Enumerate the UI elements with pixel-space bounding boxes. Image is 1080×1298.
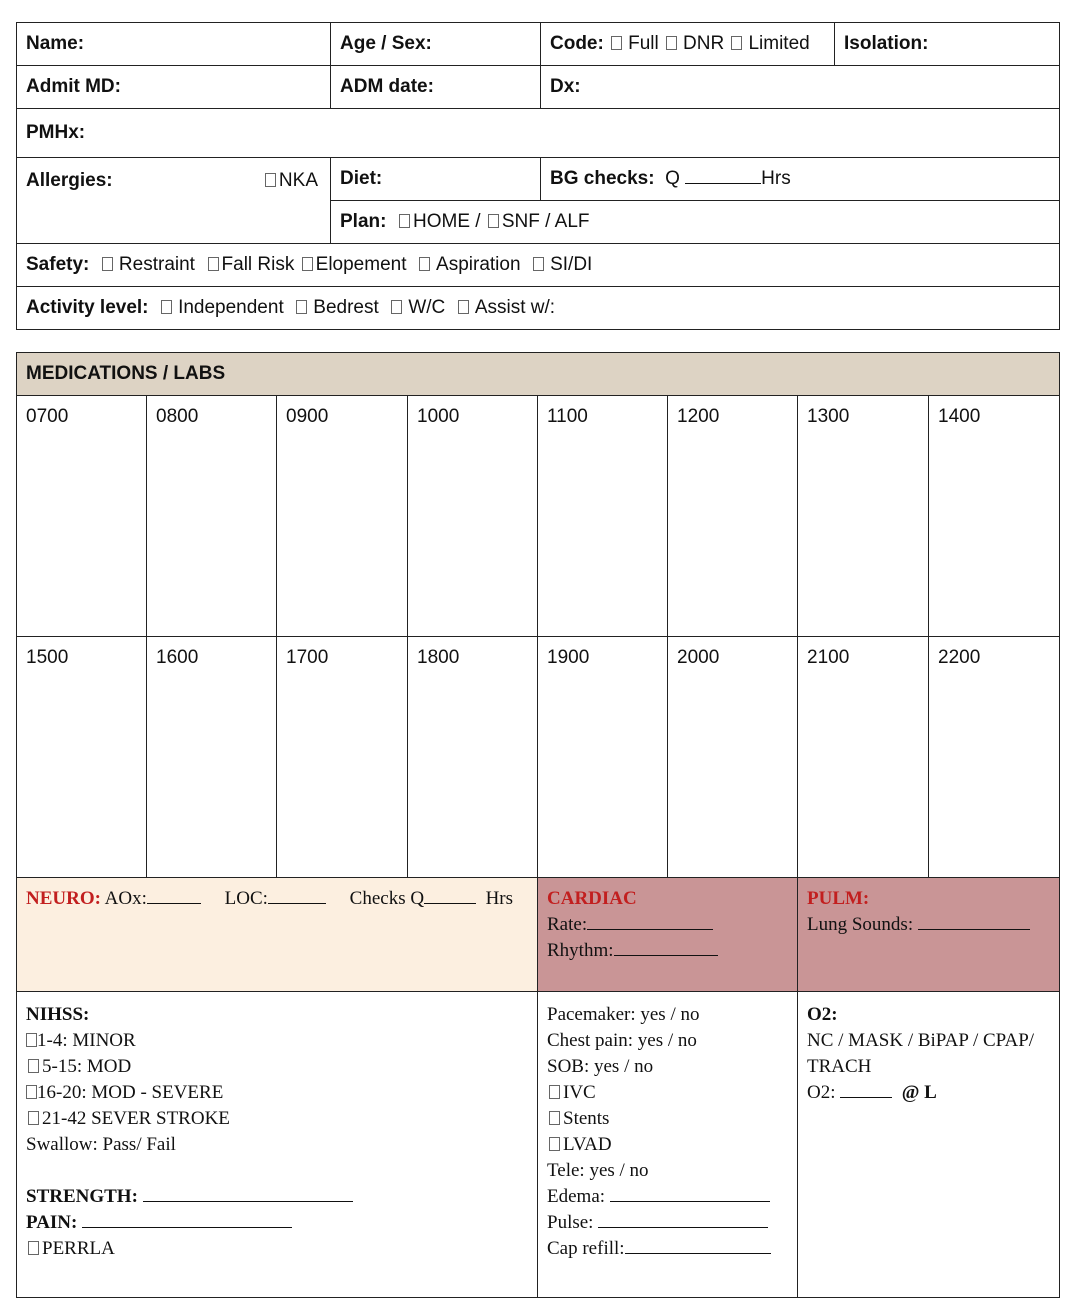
o2-section: [798, 992, 1060, 1298]
aox-blank[interactable]: [147, 888, 201, 904]
independent-label: Independent: [178, 297, 284, 318]
time-slot-1500[interactable]: 1500: [17, 637, 147, 878]
o2-devices-line1: NC / MASK / BiPAP / CPAP/: [807, 1030, 1035, 1051]
patient-info-grid: [16, 22, 1060, 330]
nihss-section: [17, 992, 538, 1298]
adm-date-field[interactable]: [331, 66, 541, 109]
loc-label: LOC:: [224, 888, 268, 909]
o2-rate-label: O2:: [807, 1082, 836, 1103]
meds-labs-header: MEDICATIONS / LABS: [17, 353, 1060, 396]
time-slot-0900[interactable]: 0900: [277, 396, 408, 637]
fall-risk-checkbox[interactable]: [208, 257, 219, 271]
nihss-mod-checkbox[interactable]: [28, 1059, 39, 1073]
elopement-label: Elopement: [315, 254, 407, 275]
bg-hrs-label: Hrs: [761, 168, 791, 189]
time-slot-1100[interactable]: 1100: [538, 396, 668, 637]
aspiration-label: Aspiration: [436, 254, 521, 275]
nihss-severe-checkbox[interactable]: [28, 1111, 39, 1125]
pulm-section: [798, 878, 1060, 992]
code-dnr-checkbox[interactable]: [666, 36, 677, 50]
pmhx-label: PMHx:: [26, 122, 86, 143]
pacemaker-label: Pacemaker: yes / no: [547, 1004, 700, 1025]
code-limited-label: Limited: [748, 33, 810, 54]
pain-label: PAIN:: [26, 1212, 78, 1233]
aspiration-checkbox[interactable]: [419, 257, 430, 271]
rate-label: Rate:: [547, 914, 588, 935]
stents-checkbox[interactable]: [549, 1111, 560, 1125]
perrla-checkbox[interactable]: [28, 1241, 39, 1255]
activity-label: Activity level:: [26, 297, 149, 318]
plan-snf-label: SNF / ALF: [501, 211, 590, 232]
nihss-mod-severe-checkbox[interactable]: [26, 1085, 37, 1099]
spacer: [26, 1158, 528, 1184]
si-di-label: SI/DI: [550, 254, 593, 275]
checks-label: Checks Q: [349, 888, 425, 909]
lvad-checkbox[interactable]: [549, 1137, 560, 1151]
si-di-checkbox[interactable]: [533, 257, 544, 271]
time-slot-2200[interactable]: 2200: [929, 637, 1060, 878]
bg-checks-field: [541, 158, 1060, 201]
wc-label: W/C: [408, 297, 446, 318]
cardiac-section: [538, 878, 798, 992]
o2-rate-blank[interactable]: [840, 1082, 892, 1098]
bg-checks-label: BG checks:: [550, 168, 655, 189]
age-sex-field[interactable]: [331, 23, 541, 66]
pmhx-field[interactable]: [17, 109, 1060, 158]
sob-label: SOB: yes / no: [547, 1056, 654, 1077]
rhythm-label: Rhythm:: [547, 940, 614, 961]
code-limited-checkbox[interactable]: [731, 36, 742, 50]
restraint-checkbox[interactable]: [102, 257, 113, 271]
bedrest-checkbox[interactable]: [296, 300, 307, 314]
stents-label: Stents: [563, 1108, 610, 1129]
cap-refill-blank[interactable]: [625, 1238, 771, 1254]
nka-checkbox[interactable]: [265, 173, 276, 187]
wc-checkbox[interactable]: [391, 300, 402, 314]
safety-field: [17, 244, 1060, 287]
time-slot-2000[interactable]: 2000: [668, 637, 798, 878]
name-field[interactable]: [17, 23, 331, 66]
bg-interval-blank[interactable]: [685, 168, 761, 184]
checks-hrs-label: Hrs: [485, 888, 514, 909]
plan-home-label: HOME /: [413, 211, 481, 232]
tele-label: Tele: yes / no: [547, 1160, 649, 1181]
rhythm-blank[interactable]: [614, 940, 718, 956]
plan-label: Plan:: [340, 211, 387, 232]
code-label: Code:: [550, 33, 604, 54]
nihss-mod-label: 5-15: MOD: [42, 1056, 132, 1077]
cardiac-details: [538, 992, 798, 1298]
cardiac-title: CARDIAC: [547, 888, 637, 909]
fall-risk-label: Fall Risk: [221, 254, 295, 275]
age-sex-label: Age / Sex:: [340, 33, 432, 54]
pulm-title: PULM:: [807, 888, 870, 909]
aox-label: AOx:: [104, 888, 147, 909]
o2-rate-unit: @ L: [901, 1082, 937, 1103]
diet-label: Diet:: [340, 168, 383, 189]
dx-label: Dx:: [550, 76, 581, 97]
diet-field[interactable]: [331, 158, 541, 201]
nihss-mod-severe-label: 16-20: MOD - SEVERE: [37, 1082, 224, 1103]
allergies-field[interactable]: [17, 158, 331, 244]
time-slot-1300[interactable]: 1300: [798, 396, 929, 637]
cap-refill-label: Cap refill:: [547, 1238, 625, 1259]
code-full-label: Full: [628, 33, 659, 54]
strength-label: STRENGTH:: [26, 1186, 138, 1207]
nihss-minor-checkbox[interactable]: [26, 1033, 37, 1047]
loc-blank[interactable]: [268, 888, 326, 904]
swallow-label: Swallow: Pass/ Fail: [26, 1134, 176, 1155]
assist-checkbox[interactable]: [458, 300, 469, 314]
time-slot-2100[interactable]: 2100: [798, 637, 929, 878]
perrla-label: PERRLA: [42, 1238, 115, 1259]
lung-sounds-blank[interactable]: [918, 914, 1030, 930]
plan-snf-checkbox[interactable]: [488, 214, 499, 228]
time-slot-1600[interactable]: 1600: [147, 637, 277, 878]
o2-empty-space: [807, 1106, 1050, 1262]
ivc-checkbox[interactable]: [549, 1085, 560, 1099]
plan-home-checkbox[interactable]: [399, 214, 410, 228]
neuro-section: [17, 878, 538, 992]
name-label: Name:: [26, 33, 85, 54]
rate-blank[interactable]: [587, 914, 713, 930]
edema-label: Edema:: [547, 1186, 606, 1207]
plan-field: [331, 201, 1060, 244]
edema-blank[interactable]: [610, 1186, 770, 1202]
code-full-checkbox[interactable]: [611, 36, 622, 50]
strength-blank[interactable]: [143, 1186, 353, 1202]
time-slot-1200[interactable]: 1200: [668, 396, 798, 637]
nka-label: NKA: [278, 170, 318, 191]
activity-field: [17, 287, 1060, 330]
time-slot-1000[interactable]: 1000: [408, 396, 538, 637]
time-slot-0800[interactable]: 0800: [147, 396, 277, 637]
dx-field[interactable]: [541, 66, 1060, 109]
chest-pain-label: Chest pain: yes / no: [547, 1030, 697, 1051]
assist-label: Assist w/:: [474, 297, 556, 318]
pulse-label: Pulse:: [547, 1212, 594, 1233]
independent-checkbox[interactable]: [161, 300, 172, 314]
o2-title: O2:: [807, 1004, 838, 1025]
nka-option: [263, 170, 318, 192]
lvad-label: LVAD: [563, 1134, 612, 1155]
time-slot-1800[interactable]: 1800: [408, 637, 538, 878]
ivc-label: IVC: [563, 1082, 596, 1103]
medications-labs-grid: [16, 352, 1060, 1298]
neuro-title: NEURO:: [26, 888, 101, 909]
o2-devices-line2: TRACH: [807, 1056, 872, 1077]
pain-blank[interactable]: [82, 1212, 292, 1228]
isolation-field[interactable]: [835, 23, 1060, 66]
time-slot-1400[interactable]: 1400: [929, 396, 1060, 637]
admit-md-field[interactable]: [17, 66, 331, 109]
bg-q-label: Q: [665, 168, 680, 189]
time-slot-1900[interactable]: 1900: [538, 637, 668, 878]
adm-date-label: ADM date:: [340, 76, 434, 97]
isolation-label: Isolation:: [844, 33, 929, 54]
bedrest-label: Bedrest: [313, 297, 379, 318]
allergies-label: Allergies:: [26, 170, 113, 191]
admit-md-label: Admit MD:: [26, 76, 121, 97]
lung-sounds-label: Lung Sounds:: [807, 914, 914, 935]
nihss-severe-label: 21-42 SEVER STROKE: [42, 1108, 230, 1129]
code-dnr-label: DNR: [683, 33, 725, 54]
time-slot-0700[interactable]: 0700: [17, 396, 147, 637]
nihss-minor-label: 1-4: MINOR: [37, 1030, 136, 1051]
restraint-label: Restraint: [118, 254, 195, 275]
pulse-blank[interactable]: [598, 1212, 768, 1228]
elopement-checkbox[interactable]: [302, 257, 313, 271]
code-status-field: [541, 23, 835, 66]
checks-blank[interactable]: [424, 888, 476, 904]
nihss-title: NIHSS:: [26, 1004, 90, 1025]
time-slot-1700[interactable]: 1700: [277, 637, 408, 878]
safety-label: Safety:: [26, 254, 90, 275]
